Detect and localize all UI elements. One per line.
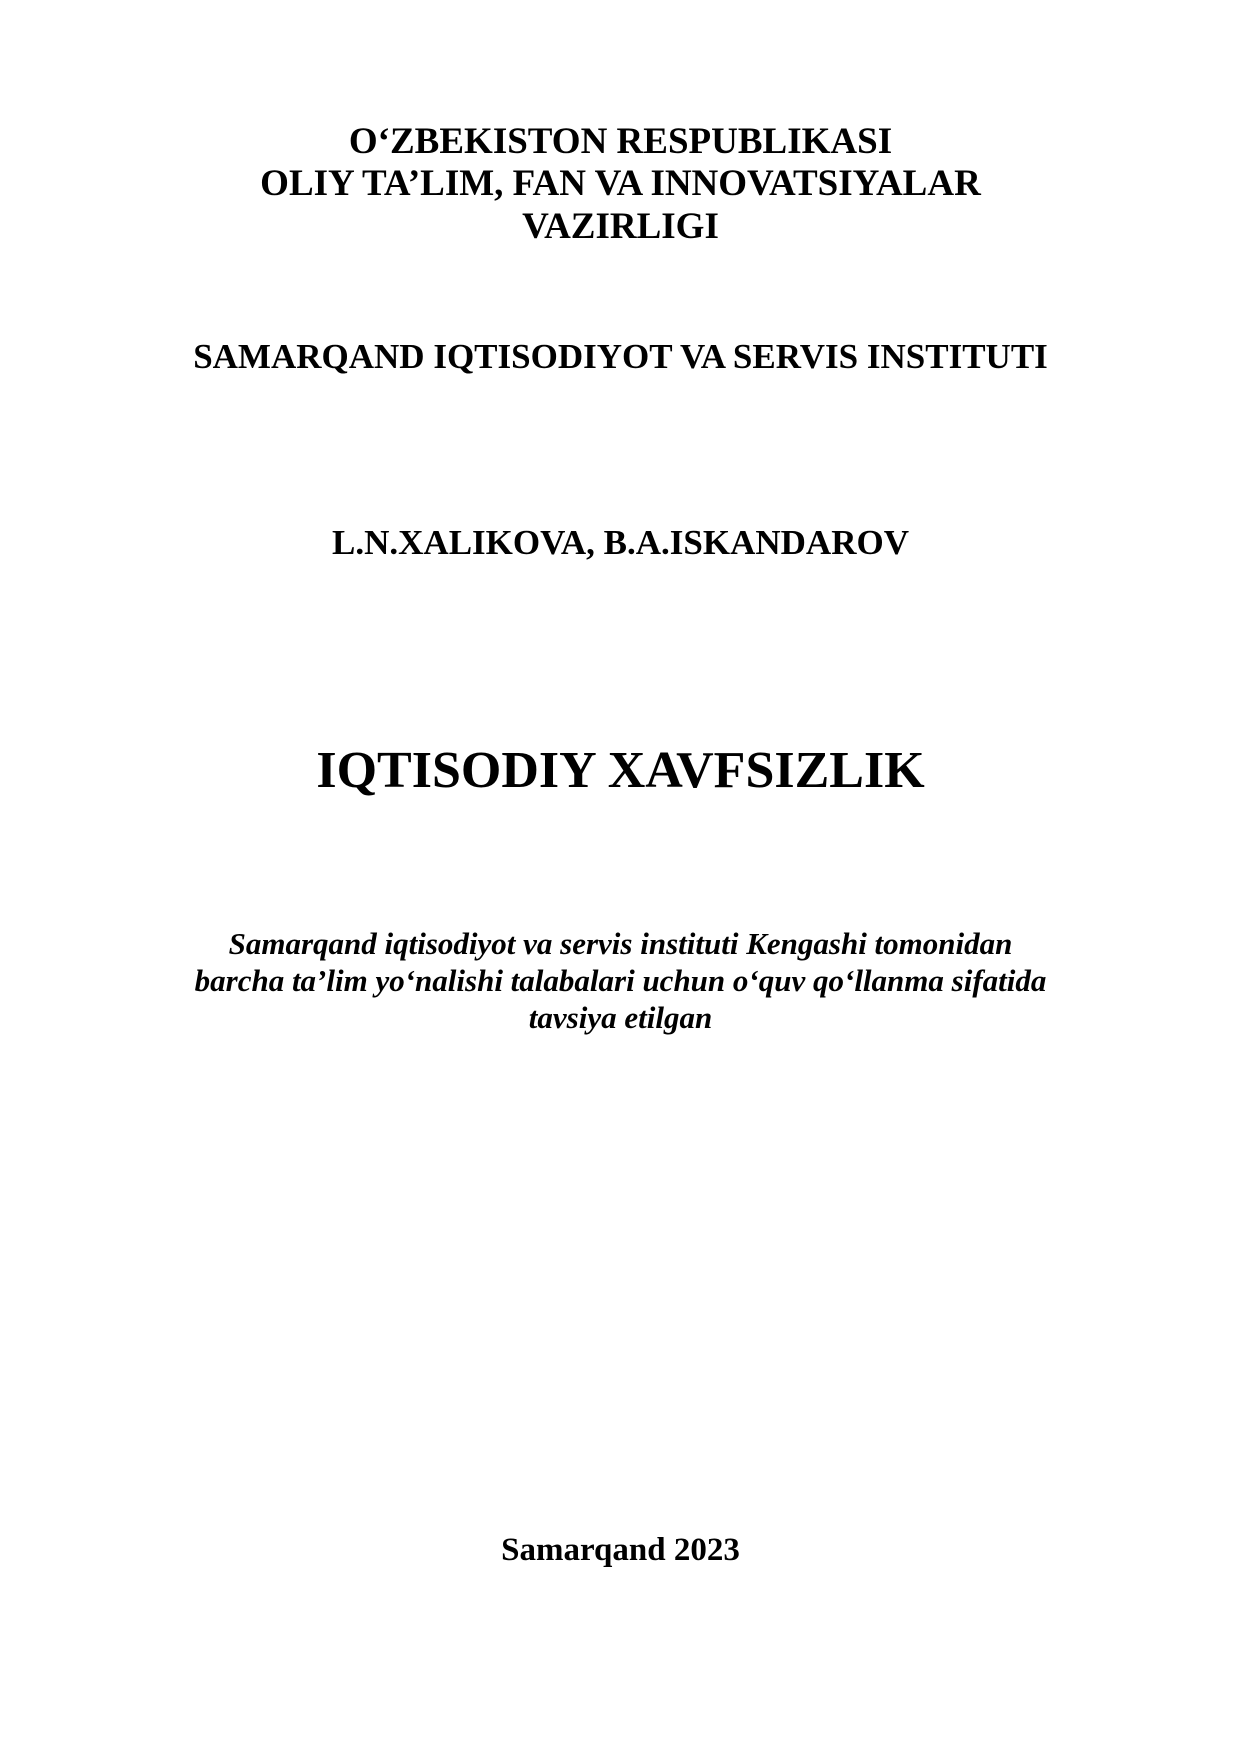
ministry-line-1: O‘ZBEKISTON RESPUBLIKASI	[348, 121, 893, 162]
recommendation-line-1: Samarqand iqtisodiyot va servis instituti Kengashi tomonidan	[228, 926, 1013, 961]
recommendation-line-3: tavsiya etilgan	[528, 1000, 713, 1035]
ministry-line-2: OLIY TA’LIM, FAN VA INNOVATSIYALAR	[260, 163, 981, 204]
book-title: IQTISODIY XAVFSIZLIK	[316, 742, 925, 799]
authors: L.N.XALIKOVA, B.A.ISKANDAROV	[332, 523, 909, 562]
recommendation-line-2: barcha ta’lim yo‘nalishi talabalari uchun o‘quv qo‘llanma sifatida	[194, 963, 1047, 998]
ministry-line-3: VAZIRLIGI	[522, 206, 719, 247]
institute-name: SAMARQAND IQTISODIYOT VA SERVIS INSTITUTI	[193, 337, 1048, 376]
place-year: Samarqand 2023	[501, 1532, 740, 1568]
